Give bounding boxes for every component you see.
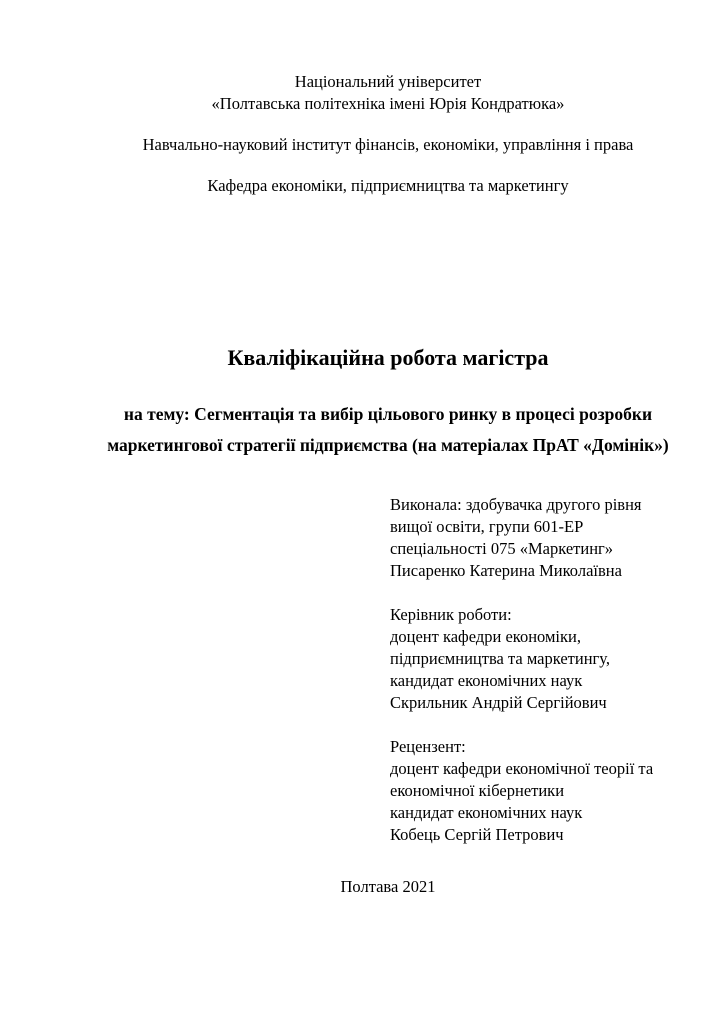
university-name-line1: Національний університет — [294, 72, 482, 91]
supervisor-line: Керівник роботи: — [390, 605, 512, 624]
thesis-title — [114, 343, 662, 373]
supervisor-block — [390, 604, 680, 714]
thesis-title-text: Кваліфікаційна робота магістра — [227, 345, 549, 370]
thesis-topic — [106, 399, 670, 461]
city-year: Полтава 2021 — [340, 877, 436, 896]
institute-name: Навчально-науковий інститут фінансів, економіки, управління і права — [142, 135, 634, 154]
header-block — [114, 71, 662, 197]
author-line: вищої освіти, групи 601-ЕР — [390, 517, 584, 536]
footer-block — [114, 876, 662, 898]
author-line: Писаренко Катерина Миколаївна — [390, 561, 622, 580]
thesis-topic-line2: маркетингової стратегії підприємства (на матеріалах ПрАТ «Домінік») — [107, 435, 669, 455]
supervisor-line: доцент кафедри економіки, — [390, 627, 581, 646]
supervisor-line: кандидат економічних наук — [390, 671, 583, 690]
author-line: спеціальності 075 «Маркетинг» — [390, 539, 614, 558]
credits-column — [390, 494, 680, 846]
reviewer-line: кандидат економічних наук — [390, 803, 583, 822]
reviewer-line: Кобець Сергій Петрович — [390, 825, 564, 844]
author-block — [390, 494, 680, 582]
supervisor-line: Скрильник Андрій Сергійович — [390, 693, 607, 712]
reviewer-line: доцент кафедри економічної теорії та — [390, 759, 654, 778]
reviewer-block — [390, 736, 680, 846]
thesis-topic-line1: на тему: Сегментація та вибір цільового ринку в процесі розробки — [123, 404, 653, 424]
department-name: Кафедра економіки, підприємництва та маркетингу — [207, 176, 569, 195]
supervisor-line: підприємництва та маркетингу, — [390, 649, 611, 668]
university-name-line2: «Полтавська політехніка імені Юрія Кондратюка» — [211, 94, 565, 113]
reviewer-line: економічної кібернетики — [390, 781, 565, 800]
author-line: Виконала: здобувачка другого рівня — [390, 495, 642, 514]
reviewer-line: Рецензент: — [390, 737, 466, 756]
